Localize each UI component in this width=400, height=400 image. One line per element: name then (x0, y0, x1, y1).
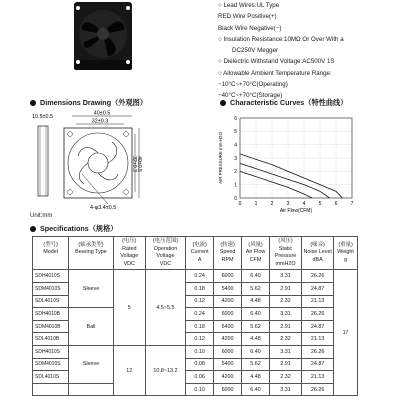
current-cell: 0.24 (186, 308, 214, 321)
table-header-row (33, 237, 358, 270)
y-tick-label: 3 (234, 155, 237, 162)
airflow-cell: 4.48 (242, 371, 270, 384)
dim-side-left: 10.5±0.5 (32, 114, 53, 120)
spec-line (218, 23, 400, 34)
column-header (69, 237, 114, 270)
model-cell: SDM4010S (33, 282, 69, 295)
noise-cell: 26.26 (302, 270, 334, 283)
rated-voltage-cell: 5 (113, 270, 145, 346)
table-row (33, 308, 358, 321)
column-header (33, 237, 69, 270)
dim-top-outer: 40±0.5 (93, 110, 111, 117)
pressure-cell: 3.31 (269, 308, 301, 321)
pressure-cell: 2.91 (269, 282, 301, 295)
y-tick-label: 0 (234, 195, 237, 202)
header-en: Operation Voltage (153, 245, 178, 260)
current-cell: 0.18 (186, 282, 214, 295)
column-header (269, 237, 301, 270)
circle-bullet-icon: ○ (218, 58, 224, 66)
unit-label: Unit:mm (30, 213, 53, 219)
current-cell: 0.06 (186, 371, 214, 384)
characteristic-chart (214, 112, 360, 216)
table-row (33, 383, 358, 396)
pressure-cell: 2.32 (269, 295, 301, 308)
circle-bullet-icon: ○ (218, 2, 224, 9)
dim-right-outer: 40±0.5 (136, 156, 142, 172)
model-cell: SDL4010B (33, 333, 69, 346)
x-tick-label: 2 (270, 201, 274, 207)
airflow-cell: 6.40 (242, 345, 270, 358)
spec-line-text: Lead Wires:UL Type (223, 2, 280, 9)
spec-line (218, 11, 400, 22)
header-en: Noise Level (303, 249, 332, 256)
weight-cell: 17 (334, 270, 358, 396)
current-cell: 0.10 (186, 383, 214, 396)
spec-line (218, 0, 400, 11)
header-en: Static Pressure (274, 245, 297, 260)
specifications-title: Specifications（规格） (30, 224, 117, 234)
noise-cell: 24.87 (302, 320, 334, 333)
spec-line-text: Black Wire Negative(−) (218, 24, 282, 32)
header-cn: (噪音) (310, 241, 325, 248)
speed-cell: 5400 (214, 320, 242, 333)
noise-cell: 21.13 (302, 371, 334, 384)
pressure-cell: 2.32 (269, 333, 301, 346)
header-unit: g (344, 256, 348, 263)
model-cell: SDH4010S (33, 345, 69, 358)
pressure-cell: 3.31 (269, 270, 301, 283)
header-en: Air Flow (245, 249, 266, 256)
header-cn: (风量) (248, 241, 263, 248)
airflow-cell: 6.40 (242, 270, 270, 283)
y-tick-label: 6 (234, 115, 237, 122)
airflow-cell: 5.62 (242, 282, 270, 295)
bullet-dot-icon (220, 100, 226, 106)
y-tick-label: 1 (234, 182, 237, 189)
spec-line-text: RED Wire Positive(+) (218, 13, 277, 21)
fan-photo (60, 0, 148, 80)
x-tick-label: 0 (238, 201, 242, 207)
spec-line-text: Allowable Ambient Temperature Range: (223, 69, 332, 77)
current-cell: 0.08 (186, 358, 214, 371)
y-tick-label: 4 (234, 142, 237, 149)
header-en: Current (190, 249, 209, 256)
table-row (33, 345, 358, 358)
circle-bullet-icon: ○ (218, 69, 224, 77)
header-cn: (风压) (278, 238, 293, 244)
current-cell: 0.18 (186, 320, 214, 333)
airflow-cell: 6.40 (242, 308, 270, 321)
series-line (240, 154, 342, 198)
bearing-cell: Ball (69, 308, 114, 346)
operation-voltage-cell: 10.8~13.2 (145, 345, 185, 395)
current-cell: 0.12 (186, 295, 214, 308)
column-header (145, 237, 185, 270)
spec-line-text: Dielectric Withstand Voltage:AC500V 1S (223, 58, 335, 66)
x-axis-label: Air Flow(CFM) (279, 208, 313, 214)
header-cn: (电压) (122, 238, 137, 244)
speed-cell: 4200 (214, 295, 242, 308)
dimensions-title: Dimensions Drawing（外观图） (30, 98, 147, 108)
spec-line-text: −10°C~+70°C(Operating) (218, 81, 288, 89)
model-cell: SDH4010S (33, 270, 69, 283)
model-cell (33, 383, 69, 396)
spec-line (218, 45, 400, 56)
column-header (214, 237, 242, 270)
column-header (113, 237, 145, 270)
circle-bullet-icon: ○ (218, 35, 224, 43)
header-cn: (型号) (43, 241, 58, 248)
header-unit: VDC (159, 260, 172, 267)
column-header (302, 237, 334, 270)
noise-cell: 21.13 (302, 333, 334, 346)
speed-cell: 6000 (214, 270, 242, 283)
airflow-cell: 6.40 (242, 383, 270, 396)
noise-cell: 24.87 (302, 358, 334, 371)
header-unit (69, 257, 113, 265)
speed-cell: 4200 (214, 371, 242, 384)
header-unit (33, 257, 68, 265)
noise-cell: 26.26 (302, 345, 334, 358)
noise-cell: 24.87 (302, 282, 334, 295)
airflow-cell: 4.48 (242, 333, 270, 346)
spec-line-text: Insulation Resistance:10MΩ Or Over With a (223, 35, 344, 43)
current-cell: 0.10 (186, 345, 214, 358)
model-cell: SDL4010S (33, 295, 69, 308)
header-unit: A (197, 256, 202, 263)
y-tick-label: 2 (234, 169, 237, 176)
curves-title: Characteristic Curves（特性曲线） (220, 98, 347, 108)
spec-line (218, 34, 400, 45)
pressure-cell: 3.31 (269, 383, 301, 396)
header-en: Bearing Type (75, 249, 107, 256)
spec-line (218, 79, 400, 90)
noise-cell: 21.13 (302, 295, 334, 308)
dim-top-inner: 32±0.3 (91, 118, 109, 125)
x-tick-label: 5 (318, 201, 322, 207)
header-unit: CFM (249, 256, 262, 263)
header-cn: (轴承类型) (78, 241, 104, 248)
column-header (242, 237, 270, 270)
y-axis-label: AIR PRESSURE mm-H2O (218, 132, 223, 184)
column-header (186, 237, 214, 270)
spec-line (218, 68, 400, 79)
spec-line-text: DC250V Megger (232, 47, 279, 55)
speed-cell: 6000 (214, 308, 242, 321)
model-cell: SDH4010B (33, 308, 69, 321)
spec-list (218, 0, 400, 102)
airflow-cell: 5.62 (242, 358, 270, 371)
specifications-table (32, 236, 358, 396)
header-unit: dBA (312, 256, 323, 263)
x-tick-label: 6 (334, 201, 338, 207)
speed-cell: 5400 (214, 358, 242, 371)
airflow-cell: 4.48 (242, 295, 270, 308)
table-row (33, 270, 358, 283)
noise-cell: 26.26 (302, 308, 334, 321)
model-cell: SDM4010S (33, 358, 69, 371)
bearing-cell (69, 383, 114, 396)
series-line (240, 163, 330, 198)
y-tick-label: 5 (234, 129, 237, 136)
operation-voltage-cell: 4.5~5.5 (145, 270, 185, 346)
x-tick-label: 7 (350, 201, 354, 207)
dim-right-inner: 32±0.3 (131, 156, 137, 172)
header-cn: (电压范围) (152, 238, 179, 244)
speed-cell: 4200 (214, 333, 242, 346)
x-tick-label: 4 (302, 201, 306, 207)
header-en: Rated Voltage (120, 245, 139, 260)
header-en: Weight (337, 249, 354, 256)
dim-hole: 4-φ3.4±0.5 (90, 205, 117, 211)
header-cn: (重量) (338, 241, 353, 248)
bullet-dot-icon (30, 226, 36, 232)
pressure-cell: 3.31 (269, 345, 301, 358)
speed-cell: 5400 (214, 282, 242, 295)
bearing-cell: Sleeve (69, 345, 114, 383)
pressure-cell: 2.32 (269, 371, 301, 384)
spec-line-text: −40°C~+70°C(Storage) (218, 92, 283, 100)
pressure-cell: 2.91 (269, 358, 301, 371)
header-unit: mmH2O (275, 260, 296, 267)
dimensions-drawing (28, 108, 140, 212)
header-cn: (电流) (192, 241, 207, 248)
column-header (334, 237, 358, 270)
model-cell: SDM4010B (33, 320, 69, 333)
speed-cell: 6000 (214, 383, 242, 396)
rated-voltage-cell: 12 (113, 345, 145, 395)
pressure-cell: 2.91 (269, 320, 301, 333)
current-cell: 0.12 (186, 333, 214, 346)
spec-line (218, 56, 400, 67)
airflow-cell: 5.62 (242, 320, 270, 333)
current-cell: 0.24 (186, 270, 214, 283)
bullet-dot-icon (30, 100, 36, 106)
noise-cell: 26.26 (302, 383, 334, 396)
speed-cell: 6000 (214, 345, 242, 358)
header-cn: (转速) (220, 241, 235, 248)
model-cell: SDL4010S (33, 371, 69, 384)
header-en: Model (43, 249, 58, 256)
x-tick-label: 1 (254, 201, 258, 207)
header-unit: RPM (221, 256, 234, 263)
header-en: Speed (219, 249, 236, 256)
bearing-cell: Sleeve (69, 270, 114, 308)
x-tick-label: 3 (286, 201, 290, 207)
header-unit: VDC (123, 260, 135, 267)
